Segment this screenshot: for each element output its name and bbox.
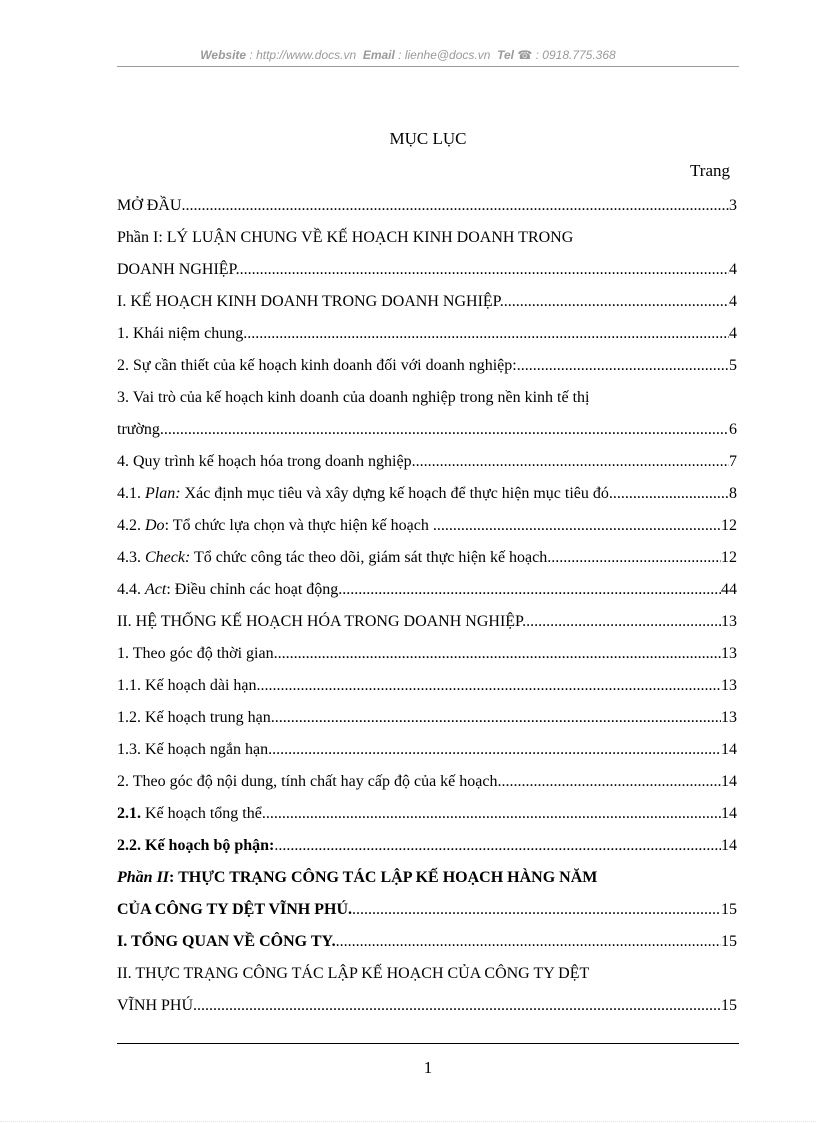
toc-entry-t2-2[interactable]: 2.2. Kế hoạch bộ phận: ..... 14: [117, 830, 737, 862]
toc-entry-p2-ii-line-2[interactable]: VĨNH PHÚ. ..... 15: [117, 990, 737, 1022]
toc-entry-t2[interactable]: 2. Theo góc độ nội dung, tính chất hay cấp độ của kế hoạch ..... 14: [117, 766, 737, 798]
phone-icon: ☎: [517, 48, 533, 62]
toc-entry-phan-2-line-1[interactable]: Phần II: THỰC TRẠNG CÔNG TÁC LẬP KẾ HOẠCH HÀNG NĂM: [117, 869, 598, 886]
toc-entry-3-line-2[interactable]: trường ..... 6: [117, 414, 737, 446]
toc-entry-t1-2[interactable]: 1.2. Kế hoạch trung hạn. ..... 13: [117, 702, 737, 734]
toc-entry-mo-dau[interactable]: MỞ ĐẦU ..... 3: [117, 190, 737, 222]
toc-entry-4-2[interactable]: 4.2. Do: Tổ chức lựa chọn và thực hiện kế hoạch . ..... 12: [117, 510, 737, 542]
page-number: 1: [423, 1058, 433, 1077]
toc-entry-phan-1-line-2[interactable]: DOANH NGHIỆP. ..... 4: [117, 254, 737, 286]
toc-entry-t1[interactable]: 1. Theo góc độ thời gian. ..... 13: [117, 638, 737, 670]
page-column-label: Trang: [690, 161, 730, 180]
toc-entry-t2-1[interactable]: 2.1. Kế hoạch tổng thể ..... 14: [117, 798, 737, 830]
header-divider: [117, 66, 739, 67]
email-label: Email: [362, 48, 395, 62]
toc-entry-p2-i[interactable]: I. TỔNG QUAN VỀ CÔNG TY. ..... 15: [117, 926, 737, 958]
email-value: : lienhe@docs.vn: [398, 48, 491, 62]
toc-entry-ii-ht[interactable]: II. HỆ THỐNG KẾ HOẠCH HÓA TRONG DOANH NGHIỆP. ..... 13: [117, 606, 737, 638]
toc-entry-phan-1-line-1[interactable]: Phần I: LÝ LUẬN CHUNG VỀ KẾ HOẠCH KINH DOANH TRONG: [117, 229, 574, 246]
toc-entry-i-khkd[interactable]: I. KẾ HOẠCH KINH DOANH TRONG DOANH NGHIỆP. ..... 4: [117, 286, 737, 318]
table-of-contents: [117, 190, 737, 1022]
toc-entry-4-4[interactable]: 4.4. Act: Điều chỉnh các hoạt động ..... 44: [117, 574, 737, 606]
toc-entry-4[interactable]: 4. Quy trình kế hoạch hóa trong doanh nghiệp ..... 7: [117, 446, 737, 478]
page-title: MỤC LỤC: [389, 129, 467, 148]
toc-entry-t1-1[interactable]: 1.1. Kế hoạch dài hạn. ..... 13: [117, 670, 737, 702]
toc-entry-p2-ii-line-1[interactable]: II. THỰC TRẠNG CÔNG TÁC LẬP KẾ HOẠCH CỦA CÔNG TY DỆT: [117, 965, 590, 982]
toc-entry-4-3[interactable]: 4.3. Check: Tổ chức công tác theo dõi, giám sát thực hiện kế hoạch ..... 12: [117, 542, 737, 574]
toc-entry-2[interactable]: 2. Sự cần thiết của kế hoạch kinh doanh đối với doanh nghiệp: ..... 5: [117, 350, 737, 382]
toc-entry-phan-2-line-2[interactable]: CỦA CÔNG TY DỆT VĨNH PHÚ. ..... 15: [117, 894, 737, 926]
toc-entry-4-1[interactable]: 4.1. Plan: Xác định mục tiêu và xây dựng kế hoạch để thực hiện mục tiêu đó. ..... 8: [117, 478, 737, 510]
page-header: [0, 48, 816, 62]
toc-entry-3-line-1[interactable]: 3. Vai trò của kế hoạch kinh doanh của doanh nghiệp trong nền kinh tế thị: [117, 389, 590, 406]
website-label: Website: [200, 48, 247, 62]
page-edge-guide: [0, 1121, 816, 1122]
tel-value: : 0918.775.368: [535, 48, 616, 62]
tel-label: Tel: [497, 48, 514, 62]
website-value: : http://www.docs.vn: [249, 48, 357, 62]
toc-entry-1[interactable]: 1. Khái niệm chung ..... 4: [117, 318, 737, 350]
toc-entry-t1-3[interactable]: 1.3. Kế hoạch ngắn hạn. ..... 14: [117, 734, 737, 766]
footer-divider: [117, 1043, 739, 1044]
